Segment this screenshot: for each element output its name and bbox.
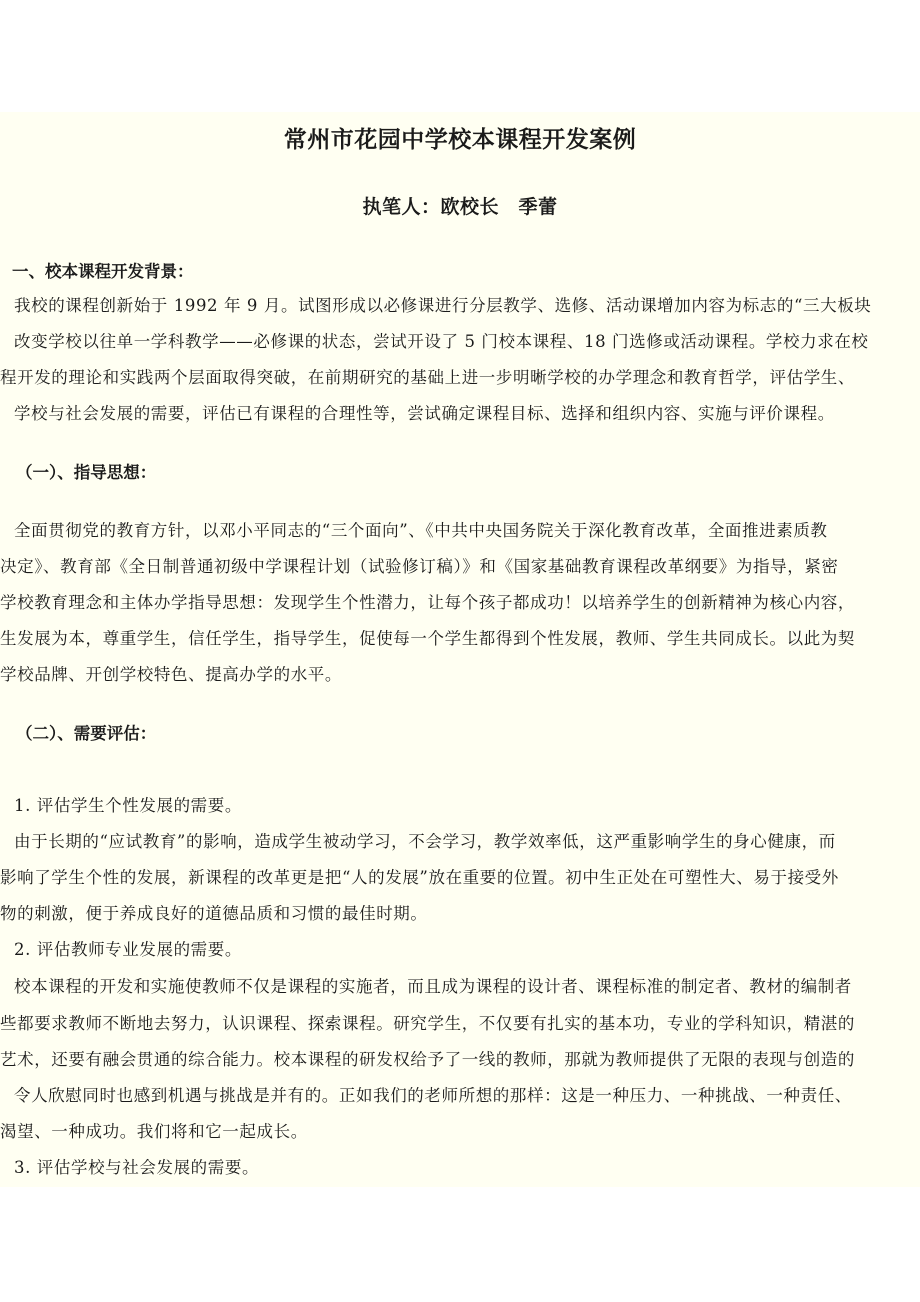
paragraph-line: 我校的课程创新始于 1992 年 9 月。试图形成以必修课进行分层教学、选修、活动课增加内容为标志的“三大板块 <box>14 296 872 315</box>
paragraph-line: 学校教育理念和主体办学指导思想：发现学生个性潜力，让每个孩子都成功！以培养学生的创新精神为核心内容， <box>0 593 855 612</box>
subsection-heading-guiding-thought: （一）、指导思想： <box>16 463 157 482</box>
paragraph-line: 令人欣慰同时也感到机遇与挑战是并有的。正如我们的老师所想的那样：这是一种压力、一种挑战、一种责任、 <box>14 1086 852 1105</box>
paragraph-line: 渴望、一种成功。我们将和它一起成长。 <box>0 1122 308 1141</box>
paragraph-line: 由于长期的“应试教育”的影响，造成学生被动学习，不会学习，教学效率低，这严重影响学生的身心健康，而 <box>14 832 836 851</box>
document-title: 常州市花园中学校本课程开发案例 <box>283 126 637 153</box>
paragraph-line: 全面贯彻党的教育方针，以邓小平同志的“三个面向”、《中共中央国务院关于深化教育改革，全面推进素质教 <box>14 521 828 540</box>
paragraph-line: 学校与社会发展的需要，评估已有课程的合理性等，尝试确定课程目标、选择和组织内容、实施与评价课程。 <box>14 404 835 423</box>
paragraph-line: 校本课程的开发和实施使教师不仅是课程的实施者，而且成为课程的设计者、课程标准的制定者、教材的编制者 <box>14 977 852 996</box>
subsection-heading-needs-assessment: （二）、需要评估： <box>16 724 157 743</box>
section-heading-background: 一、校本课程开发背景： <box>12 262 194 281</box>
paragraph-line: 改变学校以往单一学科教学——必修课的状态，尝试开设了 5 门校本课程、18 门选修或活动课程。学校力求在校 <box>14 332 869 351</box>
list-item-heading: 1. 评估学生个性发展的需要。 <box>14 796 242 815</box>
paragraph-line: 程开发的理论和实践两个层面取得突破，在前期研究的基础上进一步明晰学校的办学理念和教育哲学，评估学生、 <box>0 368 855 387</box>
paragraph-line: 影响了学生个性的发展，新课程的改革更是把“人的发展”放在重要的位置。初中生正处在可塑性大、易于接受外 <box>0 868 839 887</box>
paragraph-line: 些都要求教师不断地去努力，认识课程、探索课程。研究学生，不仅要有扎实的基本功，专业的学科知识，精湛的 <box>0 1014 855 1033</box>
paragraph-line: 决定》、教育部《全日制普通初级中学课程计划（试验修订稿）》和《国家基础教育课程改革纲要》为指导，紧密 <box>0 557 839 576</box>
list-item-heading: 3. 评估学校与社会发展的需要。 <box>14 1158 260 1177</box>
paragraph-line: 生发展为本，尊重学生，信任学生，指导学生，促使每一个学生都得到个性发展，教师、学生共同成长。以此为契 <box>0 629 855 648</box>
list-item-heading: 2. 评估教师专业发展的需要。 <box>14 940 242 959</box>
paragraph-line: 物的刺激，便于养成良好的道德品质和习惯的最佳时期。 <box>0 904 428 923</box>
document-author: 执笔人：欧校长 季蕾 <box>362 196 558 218</box>
paragraph-line: 艺术，还要有融会贯通的综合能力。校本课程的研发权给予了一线的教师，那就为教师提供了无限的表现与创造的 <box>0 1050 855 1069</box>
paragraph-line: 学校品牌、开创学校特色、提高办学的水平。 <box>0 665 342 684</box>
